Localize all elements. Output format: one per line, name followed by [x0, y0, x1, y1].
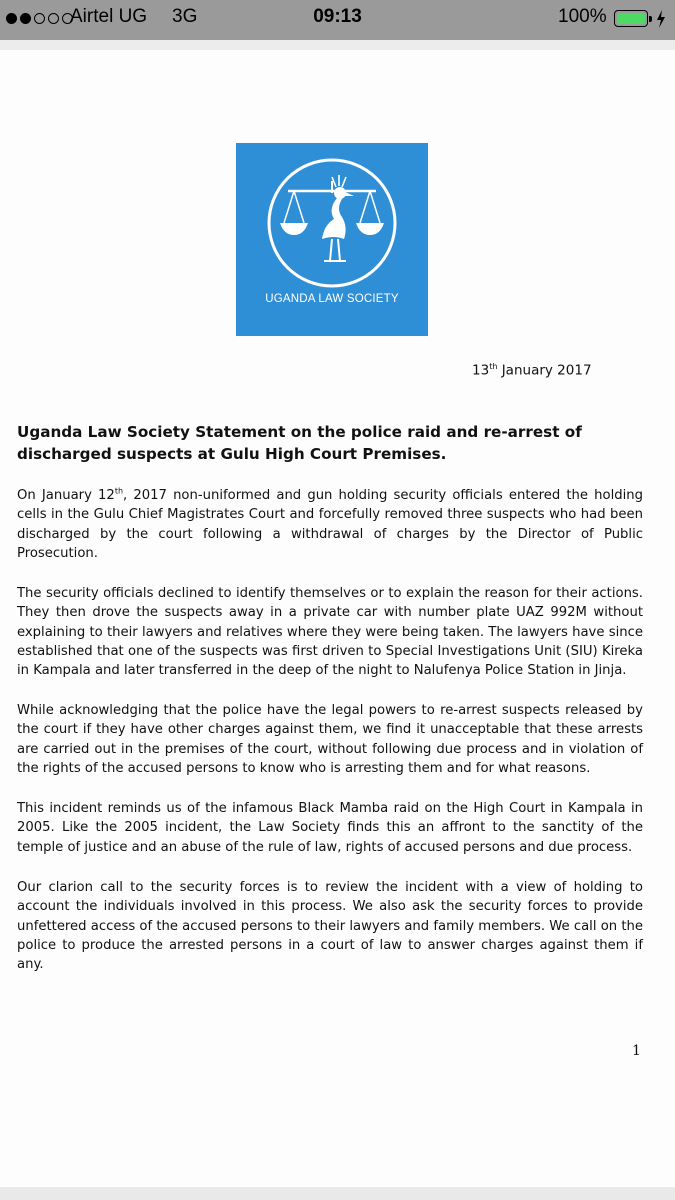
paragraph-3: While acknowledging that the police have the legal powers to re-arrest suspects released by the court if they have other charges against them, we find it unacceptable that these arrests are carried out in the premises of the court, without following due process and in violation of the rights of the accused persons to know who is arresting them and for what reasons. — [17, 703, 643, 776]
paragraph-4: This incident reminds us of the infamous Black Mamba raid on the High Court in Kampala in 2005. Like the 2005 incident, the Law Society finds this an affront to the sanctity of the temple of justice and an abuse of the rule of law, rights of accused persons and due process. — [17, 801, 643, 855]
paragraph-1-rest: , 2017 non-uniformed and gun holding security officials entered the holding cells in the Gulu Chief Magistrates Court and forcefully removed three suspects who had been discharged by the court following a withdrawal of charges by the Director of Public Prosecution. — [17, 488, 643, 561]
document-page[interactable] — [0, 50, 675, 1200]
battery-percentage: 100% — [558, 6, 607, 27]
paragraph-1-start: On January 12 — [17, 488, 115, 503]
paragraph-1-sup: th — [114, 486, 124, 496]
viewer-bottom-edge — [0, 1187, 675, 1200]
uganda-law-society-logo — [236, 143, 428, 336]
network-type: 3G — [172, 6, 198, 27]
date-month-year: January 2017 — [501, 362, 592, 379]
carrier-name: Airtel UG — [70, 6, 148, 27]
statement-title: Uganda Law Society Statement on the police raid and re-arrest of discharged suspects at Gulu High Court Premises. — [17, 423, 582, 463]
paragraph-1 — [17, 486, 643, 563]
status-bar — [0, 0, 675, 40]
logo-wordmark: UGANDA LAW SOCIETY — [265, 293, 399, 305]
viewer-margin — [0, 40, 675, 50]
date-suffix: th — [489, 362, 498, 371]
crested-crane-icon — [322, 175, 354, 261]
letter-date — [472, 362, 592, 379]
page-number: 1 — [632, 1043, 641, 1059]
paragraph-5: Our clarion call to the security forces is to review the incident with a view of holding to account the individuals involved in this process. We also ask the security forces to provide unfettered access of the accused persons to their lawyers and family members. We call on the police to produce the arrested persons in a court of law to answer charges against them if any. — [17, 880, 643, 973]
battery-icon — [614, 10, 648, 27]
clock-time: 09:13 — [313, 6, 362, 27]
scales-of-justice-icon — [236, 143, 428, 336]
date-day: 13 — [472, 362, 490, 379]
paragraph-2: The security officials declined to identify themselves or to explain the reason for their actions. They then drove the suspects away in a private car with number plate UAZ 992M without explaining to their lawyers and relatives where they were being taken. The lawyers have since established that one of the suspects was first driven to Special Investigations Unit (SIU) Kireka in Kampala and later transferred in the deep of the night to Nalufenya Police Station in Jinja. — [17, 586, 643, 679]
charging-bolt-icon — [655, 9, 667, 29]
